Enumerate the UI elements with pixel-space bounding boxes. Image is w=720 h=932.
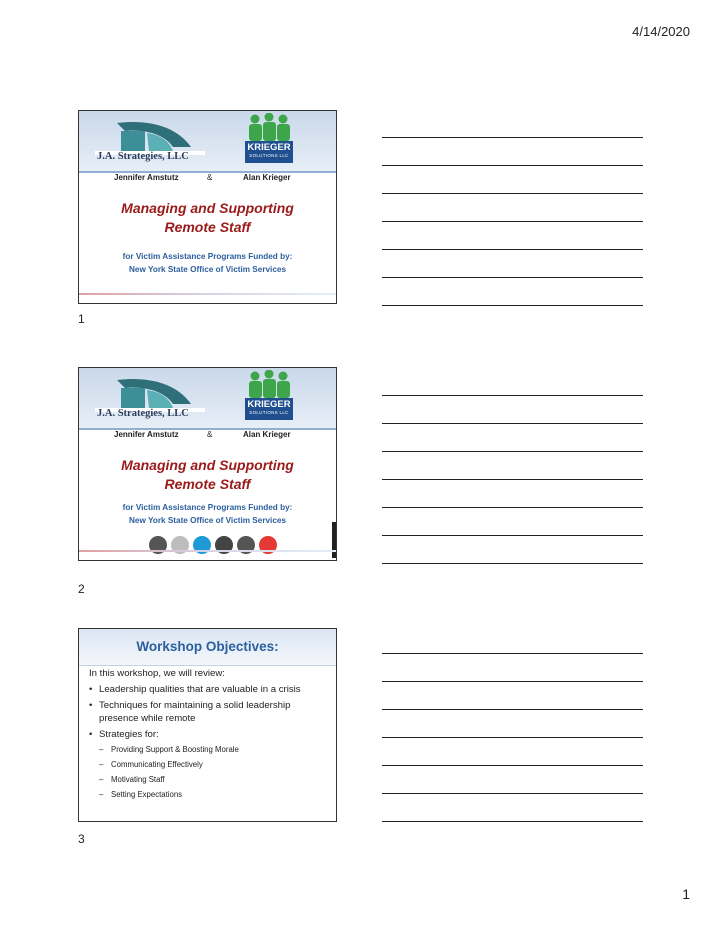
sub-bullet-item: – Setting Expectations: [89, 789, 329, 800]
presenter-2: Alan Krieger: [243, 430, 291, 439]
presenter-2: Alan Krieger: [243, 173, 291, 182]
slide-footer-line: [79, 550, 336, 552]
bullet-item: • Techniques for maintaining a solid leadership presence while remote: [89, 699, 329, 725]
intro-text: In this workshop, we will review:: [89, 668, 225, 679]
page-number: 1: [682, 886, 690, 902]
sub-bullet-item: – Providing Support & Boosting Morale: [89, 744, 329, 755]
presenter-1: Jennifer Amstutz: [114, 430, 179, 439]
slide-number-2: 2: [78, 582, 85, 596]
slide-title: Managing and Supporting Remote Staff: [121, 457, 294, 492]
krieger-wordmark: KRIEGER SOLUTIONS LLC: [245, 141, 293, 163]
sub-bullet-item: – Communicating Effectively: [89, 759, 329, 770]
bullet-item: • Leadership qualities that are valuable in a crisis: [89, 683, 329, 696]
slide-number-3: 3: [78, 832, 85, 846]
presenter-1: Jennifer Amstutz: [114, 173, 179, 182]
print-date: 4/14/2020: [632, 24, 690, 39]
slide-1-thumbnail: [78, 110, 337, 304]
ja-strategies-wordmark: J.A. Strategies, LLC: [97, 408, 189, 419]
slide-number-1: 1: [78, 312, 85, 326]
slide-subtitle: for Victim Assistance Programs Funded by: New York State Office of Victim Services: [122, 503, 293, 525]
ampersand: &: [207, 173, 213, 182]
video-edge-bar: [332, 522, 336, 558]
slide-title: Workshop Objectives:: [136, 639, 279, 654]
ampersand: &: [207, 430, 213, 439]
slide-body: [89, 667, 329, 804]
krieger-wordmark: KRIEGER SOLUTIONS LLC: [245, 398, 293, 420]
slide-subtitle: for Victim Assistance Programs Funded by: New York State Office of Victim Services: [122, 252, 293, 274]
slide-title: Managing and Supporting Remote Staff: [121, 200, 294, 235]
sub-bullet-item: – Motivating Staff: [89, 774, 329, 785]
ja-strategies-wordmark: J.A. Strategies, LLC: [97, 151, 189, 162]
call-controls: [149, 536, 269, 558]
slide-2-thumbnail: [78, 367, 337, 561]
slide-footer-line: [79, 293, 336, 295]
bullet-item: • Strategies for:: [89, 728, 329, 741]
slide-3-thumbnail: [78, 628, 337, 822]
